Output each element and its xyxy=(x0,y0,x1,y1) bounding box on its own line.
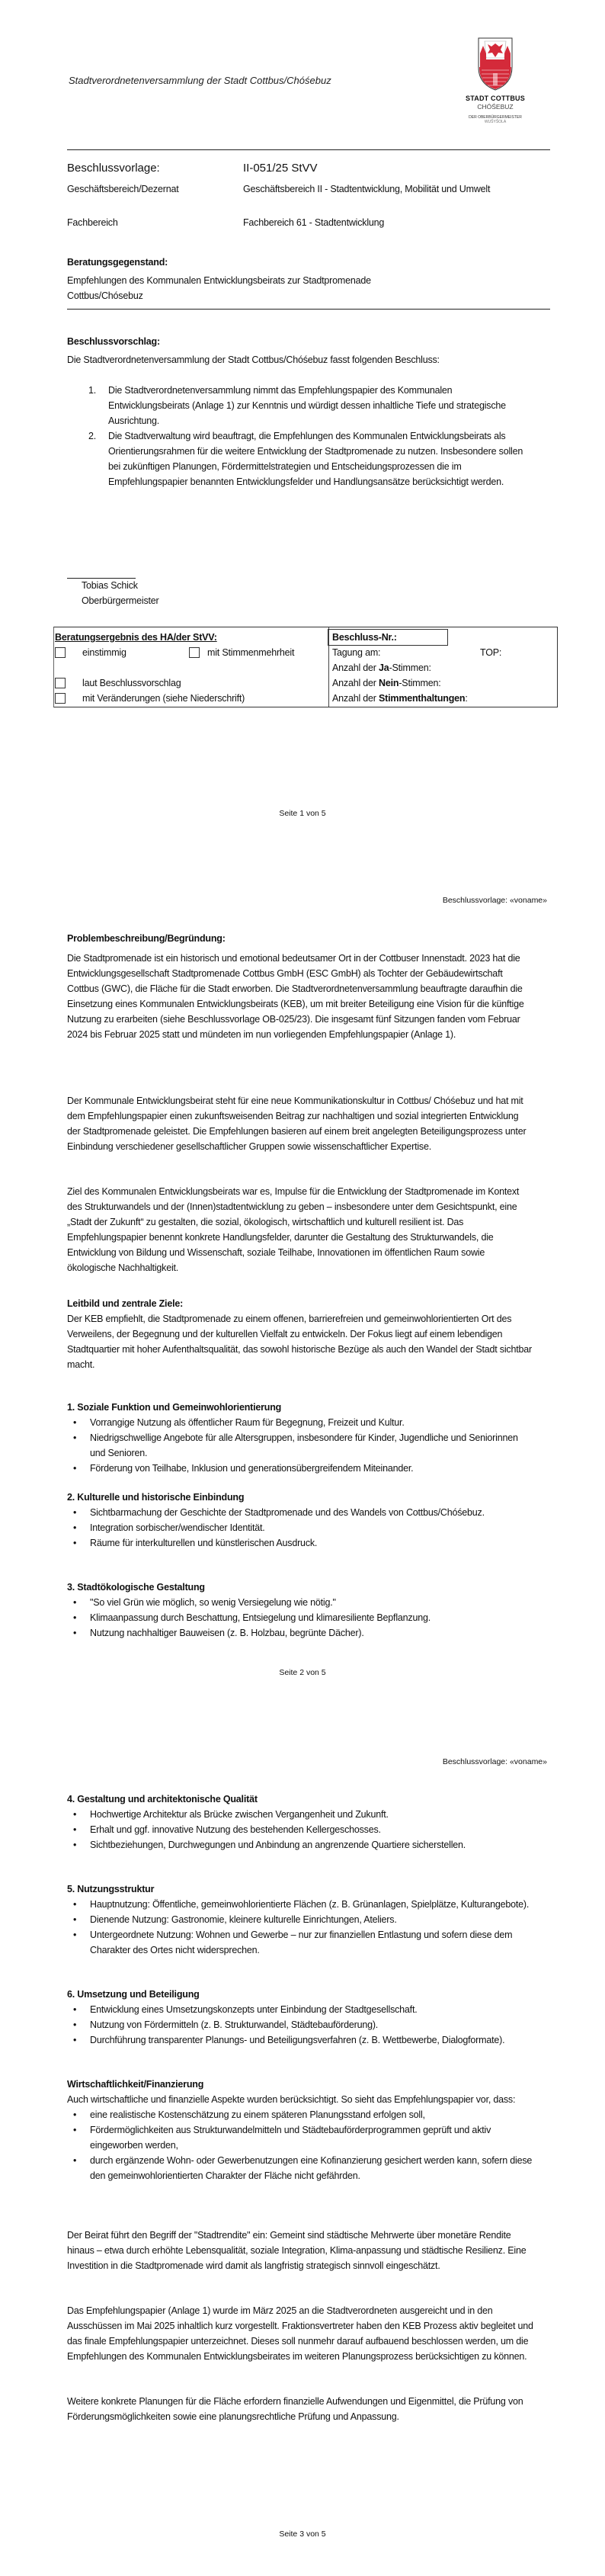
list-item: • Niedrigschwellige Angebote für alle Altersgruppen, insbesondere für Kinder, Jugendliche und Seniorinnen und Senioren. xyxy=(67,1430,533,1461)
label-einstimmig: einstimmig xyxy=(82,647,126,658)
running-header-2: Beschlussvorlage: «voname» xyxy=(442,896,547,905)
vorlage-number: II-051/25 StVV xyxy=(243,162,318,175)
finanzierung-intro: Auch wirtschaftliche und finanzielle Aspekte wurden berücksichtigt. So sieht das Empfehlungspapier vor, dass: xyxy=(67,2094,516,2105)
beratung-text: Empfehlungen des Kommunalen Entwicklungsbeirats zur Stadtpromenade Cottbus/Chósebuz xyxy=(67,275,371,301)
leitbild-text: Der KEB empfiehlt, die Stadtpromenade zu einem offenen, barrierefreien und gemeinwohlorientierten Ort des Verweilens, der Begegnung und der kulturellen Vielfalt zu entwickeln. Der Fokus liegt auf einem lebendigen Stadtquartier mit hoher Aufenthaltsqualität, das sowohl historische Bezüge als auch den Wandel der Stadt sichtbar macht. xyxy=(67,1314,532,1370)
ja-bold: Ja xyxy=(379,662,389,673)
beschlussvorschlag-intro: Die Stadtverordnetenversammlung der Stadt Cottbus/Chóśebuz fasst folgenden Beschluss: xyxy=(67,354,440,365)
label-mit-veraenderungen: mit Veränderungen (siehe Niederschrift) xyxy=(82,693,245,704)
list-item: • Nutzung von Fördermitteln (z. B. Strukturwandel, Städtebauförderung). xyxy=(67,2017,533,2032)
section-heading: 1. Soziale Funktion und Gemeinwohlorientierung xyxy=(67,1402,282,1413)
enth-bold: Stimmenthaltungen xyxy=(379,693,466,704)
tagung-label: Tagung am: xyxy=(332,647,381,658)
dezernat-label: Geschäftsbereich/Dezernat xyxy=(67,184,179,194)
list-item: • Untergeordnete Nutzung: Wohnen und Gewerbe – nur zur finanziellen Entlastung und sofern diese dem Charakter des Ortes nicht widersprechen. xyxy=(67,1927,533,1958)
section-heading: 5. Nutzungsstruktur xyxy=(67,1884,155,1894)
list-item: • Klimaanpassung durch Beschattung, Entsiegelung und klimaresiliente Bepflanzung. xyxy=(67,1610,533,1625)
leitbild-heading: Leitbild und zentrale Ziele: xyxy=(67,1298,184,1309)
stadtrendite-para: Der Beirat führt den Begriff der "Stadtrendite" ein: Gemeint sind städtische Mehrwerte über monetäre Rendite hinaus – etwa durch erhöhte Lebensqualität, soziale Integration, Klima-anpassung und städtische Resilienz. Eine Investition in die Stadtpromenade wird damit als langfristig strategisch sinnvoll eingeschätzt. xyxy=(67,2230,527,2271)
nein-stimmen-label xyxy=(332,675,441,691)
checkbox-laut-beschlussvorschlag[interactable] xyxy=(55,678,66,688)
list-item: • "So viel Grün wie möglich, so wenig Versiegelung wie nötig." xyxy=(67,1595,533,1610)
begruendung-para-3: Ziel des Kommunalen Entwicklungsbeirats war es, Impulse für die Entwicklung der Stadtpromenade im Kontext des Strukturwandels und der (Innen)stadtentwicklung zu geben – insbesondere unter dem Gesichtspunkt, eine „Stadt der Zukunft“ zu gestalten, die sozial, ökologisch, wirtschaftlich und kulturell resilient ist. Das Empfehlungspapier benennt konkrete Handlungsfelder, darunter die Gestaltung des Strukturwandels, die Entwicklung von Bildung und Wissenschaft, soziale Teilhabe, Innovationen im öffentlichen Raum sowie ökologische Nachhaltigkeit. xyxy=(67,1186,520,1273)
list-item: • Räume für interkulturellen und künstlerischen Ausdruck. xyxy=(67,1535,533,1551)
label-laut-beschlussvorschlag: laut Beschlussvorschlag xyxy=(82,678,181,688)
section-list xyxy=(67,1897,533,1958)
fachbereich-value: Fachbereich 61 - Stadtentwicklung xyxy=(243,217,385,228)
beschluss-item-number: 1. xyxy=(88,385,97,396)
running-header-3: Beschlussvorlage: «voname» xyxy=(442,1757,547,1766)
begruendung-para-2: Der Kommunale Entwicklungsbeirat steht für eine neue Kommunikationskultur in Cottbus/ Chóśebuz und hat mit dem Empfehlungspapier einen zukunftsweisenden Beitrag zur nachhaltigen und sozial integrierten Entwicklung der Stadtpromenade geleistet. Die Empfehlungen basieren auf einem breit angelegten Beteiligungsprozess unter Einbindung verschiedener gesellschaftlicher Gruppen sowie wissenschaftlicher Expertise. xyxy=(67,1096,527,1152)
top-label: TOP: xyxy=(480,647,502,658)
list-item: • Hochwertige Architektur als Brücke zwischen Vergangenheit und Zukunft. xyxy=(67,1807,533,1822)
section-list xyxy=(67,2002,533,2048)
assembly-title: Stadtverordnetenversammlung der Stadt Cottbus/Chóśebuz xyxy=(69,75,331,86)
logo-city-name: STADT COTTBUS xyxy=(466,95,525,102)
signatory-name: Tobias Schick xyxy=(82,580,138,591)
signatory-role: Oberbürgermeister xyxy=(82,595,159,606)
section-heading: 4. Gestaltung und architektonische Qualität xyxy=(67,1794,258,1804)
section-list xyxy=(67,1415,533,1476)
ja-prefix: Anzahl der xyxy=(332,662,379,673)
list-item: • Integration sorbischer/wendischer Identität. xyxy=(67,1520,533,1535)
finanzierung-section xyxy=(67,2077,533,2183)
beschluss-item-number: 2. xyxy=(88,431,97,441)
nein-bold: Nein xyxy=(379,678,399,688)
list-item: • Förderung von Teilhabe, Inklusion und generationsübergreifendem Miteinander. xyxy=(67,1461,533,1476)
list-item: • Sichtbeziehungen, Durchwegungen und Anbindung an angrenzende Quartiere sicherstellen. xyxy=(67,1837,533,1853)
beschluss-list xyxy=(67,383,532,489)
section-1 xyxy=(67,1400,533,1476)
section-3 xyxy=(67,1580,533,1641)
meta-fachbereich xyxy=(67,215,555,230)
beratung-divider xyxy=(67,309,550,310)
enth-suffix: : xyxy=(465,693,468,704)
list-item: • Fördermöglichkeiten aus Strukturwandelmitteln und Städtebauförderprogrammen geprüft und aktiv eingeworben werden, xyxy=(67,2122,533,2153)
finanzierung-heading: Wirtschaftlichkeit/Finanzierung xyxy=(67,2079,204,2090)
vorlage-label: Beschlussvorlage: xyxy=(67,162,160,175)
section-heading: 2. Kulturelle und historische Einbindung xyxy=(67,1492,245,1503)
list-item: • Vorrangige Nutzung als öffentlicher Raum für Begegnung, Freizeit und Kultur. xyxy=(67,1415,533,1430)
beschluss-item-text: Die Stadtverordnetenversammlung nimmt das Empfehlungspapier des Kommunalen Entwicklungsbeirats (Anlage 1) zur Kenntnis und würdigt dessen inhaltliche Tiefe und strategische Ausrichtung. xyxy=(108,385,506,426)
anlage-para: Das Empfehlungspapier (Anlage 1) wurde im März 2025 an die Stadtverordneten ausgereicht und in den Ausschüssen im Mai 2025 inhaltlich kurz vorgestellt. Fraktionsvertreter haben den KEB Prozess aktiv begleitet und das finale Empfehlungspapier unterzeichnet. Dieses soll nunmehr darauf aufbauend beschlossen werden, um die Empfehlungen des Kommunalen Entwicklungsbeirates im weiteren Planungsprozess berücksichtigen zu können. xyxy=(67,2305,533,2362)
finanzierung-list xyxy=(67,2107,533,2183)
section-heading: 3. Stadtökologische Gestaltung xyxy=(67,1582,205,1593)
ja-stimmen-label xyxy=(332,660,431,675)
beschluss-item xyxy=(67,383,532,428)
page-number-3: Seite 3 von 5 xyxy=(279,2529,326,2539)
list-item: • Dienende Nutzung: Gastronomie, kleinere kulturelle Einrichtungen, Ateliers. xyxy=(67,1912,533,1927)
checkbox-einstimmig[interactable] xyxy=(55,647,66,658)
logo-office-sorbian: WUŠYŠOLA xyxy=(484,120,507,124)
nein-suffix: -Stimmen: xyxy=(399,678,441,688)
logo-city-name-sorbian: CHÓŚEBUZ xyxy=(477,103,514,111)
beschluss-item-text: Die Stadtverwaltung wird beauftragt, die Empfehlungen des Kommunalen Entwicklungsbeirats als Orientierungsrahmen für die weitere Entwicklung der Stadtpromenade zu nutzen. Insbesondere sollen bei zukünftigen Planungen, Fördermittelstrategien und Entscheidungsprozessen die im Empfehlungspapier benannten Entwicklungsfelder und Handlungsansätze berücksichtigt werden. xyxy=(108,431,523,487)
section-6 xyxy=(67,1987,533,2048)
section-4 xyxy=(67,1792,533,1853)
section-list xyxy=(67,1595,533,1641)
dezernat-value: Geschäftsbereich II - Stadtentwicklung, Mobilität und Umwelt xyxy=(243,184,491,194)
city-logo xyxy=(461,37,530,124)
section-list xyxy=(67,1807,533,1853)
section-2 xyxy=(67,1490,533,1551)
ja-suffix: -Stimmen: xyxy=(389,662,431,673)
label-stimmenmehrheit: mit Stimmenmehrheit xyxy=(207,647,295,658)
checkbox-mit-veraenderungen[interactable] xyxy=(55,693,66,704)
begruendung-heading: Problembeschreibung/Begründung: xyxy=(67,933,226,944)
section-heading: 6. Umsetzung und Beteiligung xyxy=(67,1989,200,2000)
weitere-planungen-para: Weitere konkrete Planungen für die Fläche erfordern finanzielle Aufwendungen und Eigenmittel, die Prüfung von Förderungsmöglichkeiten sowie eine planungsrechtliche Prüfung und Anpassung. xyxy=(67,2396,523,2422)
logo-office: DER OBERBÜRGERMEISTER xyxy=(469,115,522,120)
enthaltungen-label xyxy=(332,691,468,706)
vote-heading: Beratungsergebnis des HA/der StVV: xyxy=(55,632,217,643)
nein-prefix: Anzahl der xyxy=(332,678,379,688)
beschluss-item xyxy=(67,428,532,489)
list-item: • durch ergänzende Wohn- oder Gewerbenutzungen eine Kofinanzierung gesichert werden kann, sofern diese den gemeinwohlorientierten Charakter der Fläche nicht gefährden. xyxy=(67,2153,533,2183)
beratung-heading: Beratungsgegenstand: xyxy=(67,257,168,268)
meta-vorlage xyxy=(67,162,555,178)
beschlussvorschlag-heading: Beschlussvorschlag: xyxy=(67,336,160,347)
section-list xyxy=(67,1505,533,1551)
list-item: • Erhalt und ggf. innovative Nutzung des bestehenden Kellergeschosses. xyxy=(67,1822,533,1837)
list-item: • Nutzung nachhaltiger Bauweisen (z. B. Holzbau, begrünte Dächer). xyxy=(67,1625,533,1641)
beschluss-nr-label: Beschluss-Nr.: xyxy=(332,632,397,643)
meta-dezernat xyxy=(67,181,555,212)
header-divider xyxy=(67,149,550,150)
checkbox-stimmenmehrheit[interactable] xyxy=(189,647,200,658)
fachbereich-label: Fachbereich xyxy=(67,217,118,228)
list-item: • Hauptnutzung: Öffentliche, gemeinwohlorientierte Flächen (z. B. Grünanlagen, Spielplätze, Kulturangebote). xyxy=(67,1897,533,1912)
list-item: • Entwicklung eines Umsetzungskonzepts unter Einbindung der Stadtgesellschaft. xyxy=(67,2002,533,2017)
list-item: • eine realistische Kostenschätzung zu einem späteren Planungsstand erfolgen soll, xyxy=(67,2107,533,2122)
list-item: • Durchführung transparenter Planungs- und Beteiligungsverfahren (z. B. Wettbewerbe, Dialogformate). xyxy=(67,2032,533,2048)
begruendung-para-1: Die Stadtpromenade ist ein historisch und emotional bedeutsamer Ort in der Cottbuser Innenstadt. 2023 hat die Entwicklungsgesellschaft Stadtpromenade Cottbus GmbH (ESC GmbH) als Tochter der Gebäudewirtschaft Cottbus (GWC), die Fläche für die Stadt erworben. Die Stadtverordnetenversammlung beauftragte daraufhin die Einsetzung eines Kommunalen Entwicklungsbeirats (KEB), um mit breiter Beteiligung eine Vision für die künftige Nutzung zu erarbeiten (siehe Beschlussvorlage OB-025/23). Die insgesamt fünf Sitzungen fanden vom Februar 2024 bis Februar 2025 statt und mündeten im nun vorliegenden Empfehlungspapier (Anlage 1). xyxy=(67,953,524,1040)
page-number-2: Seite 2 von 5 xyxy=(279,1668,326,1677)
enth-prefix: Anzahl der xyxy=(332,693,379,704)
coat-of-arms-icon xyxy=(477,37,514,91)
list-item: • Sichtbarmachung der Geschichte der Stadtpromenade und des Wandels von Cottbus/Chóśebuz. xyxy=(67,1505,533,1520)
page-number-1: Seite 1 von 5 xyxy=(279,809,326,818)
section-5 xyxy=(67,1881,533,1958)
